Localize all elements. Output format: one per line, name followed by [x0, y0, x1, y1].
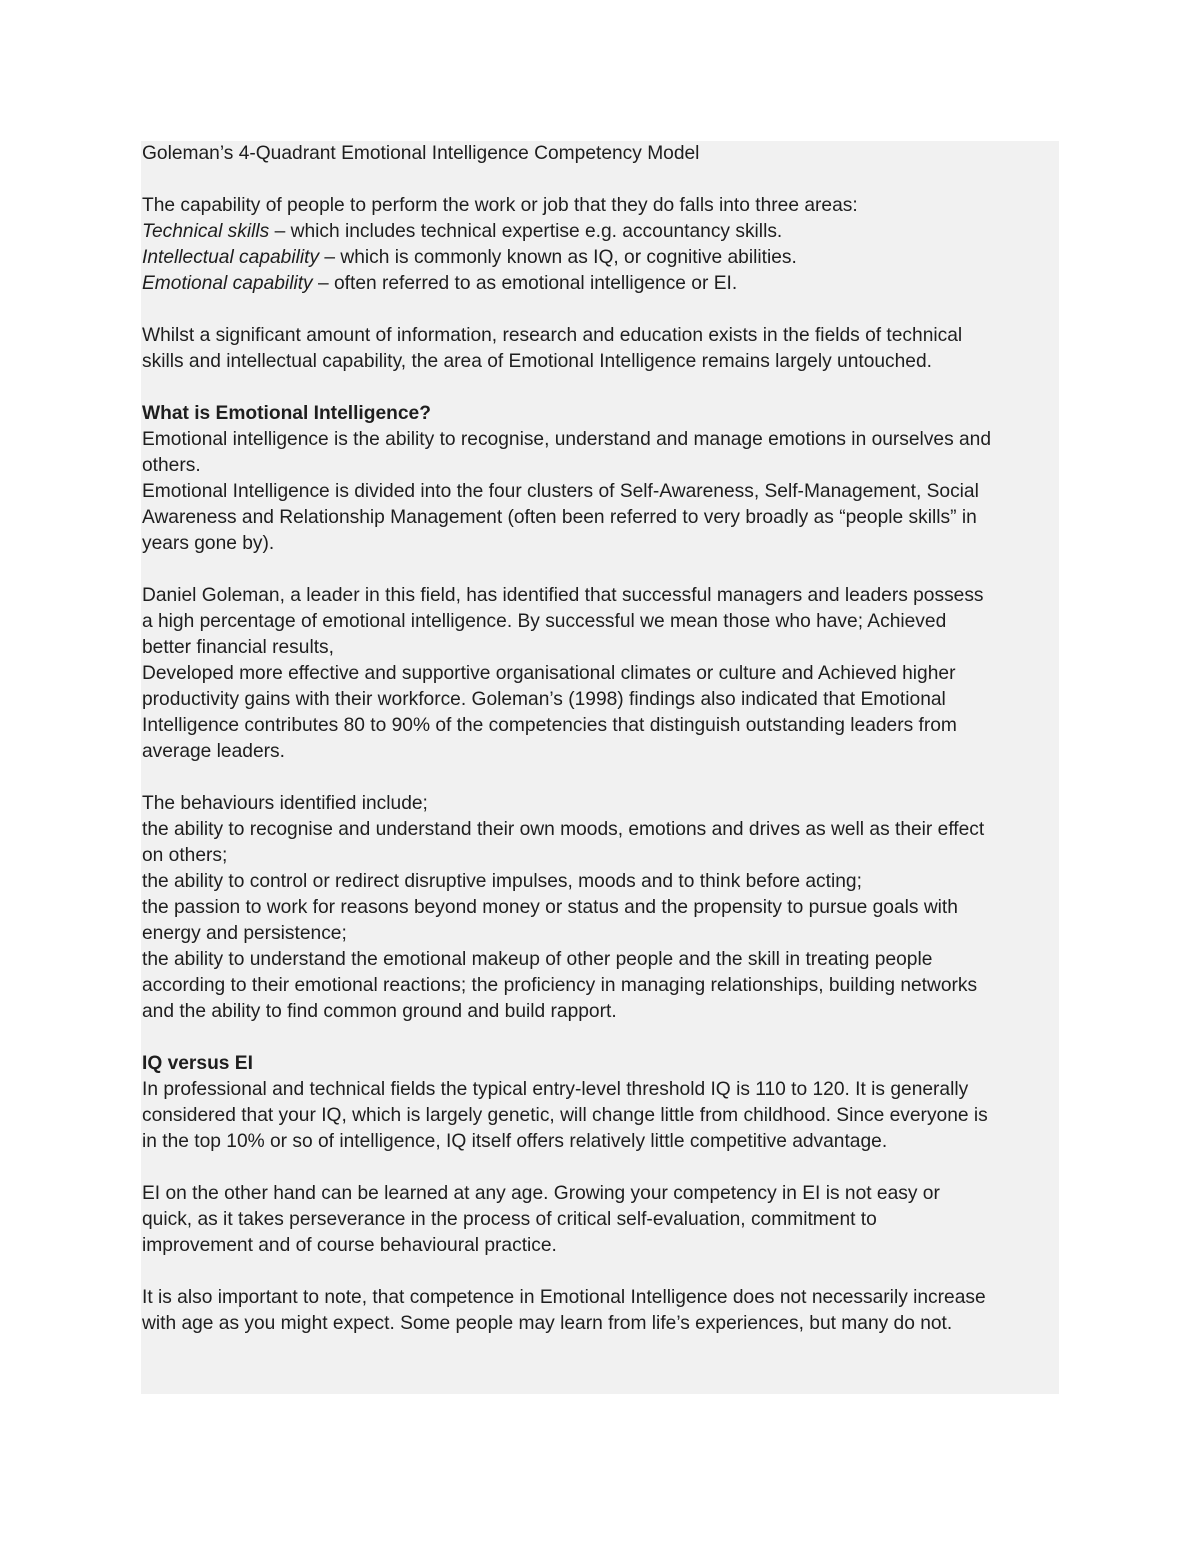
behaviours-line: and the ability to find common ground and build rapport.: [142, 1001, 617, 1022]
whilst-paragraph-line: Whilst a significant amount of information, research and education exists in the fields of technical: [142, 325, 963, 346]
paragraph-gap: [142, 297, 1062, 323]
goleman-paragraph-line: better financial results,: [142, 637, 334, 658]
iq-versus-ei-line: considered that your IQ, which is largely genetic, will change little from childhood. Since everyone is: [142, 1105, 988, 1126]
paragraph-gap: [142, 1259, 1062, 1285]
what-is-ei-line: years gone by).: [142, 533, 275, 554]
area-term: Emotional capability: [142, 273, 313, 294]
area-description: – which includes technical expertise e.g. accountancy skills.: [269, 221, 783, 242]
paragraph-gap: [142, 375, 1062, 401]
what-is-ei-heading: What is Emotional Intelligence?: [142, 403, 431, 424]
intro-lead: The capability of people to perform the work or job that they do falls into three areas:: [142, 195, 858, 216]
iq-versus-ei-heading: IQ versus EI: [142, 1053, 253, 1074]
important-note-line: with age as you might expect. Some people may learn from life’s experiences, but many do not.: [142, 1313, 953, 1334]
important-note-line: It is also important to note, that competence in Emotional Intelligence does not necessarily increase: [142, 1287, 986, 1308]
paragraph-gap: [142, 1155, 1062, 1181]
what-is-ei-line: Emotional Intelligence is divided into the four clusters of Self-Awareness, Self-Management, Social: [142, 481, 979, 502]
area-technical-skills: [142, 219, 1062, 245]
area-description: – often referred to as emotional intelligence or EI.: [312, 273, 738, 294]
goleman-paragraph-line: Daniel Goleman, a leader in this field, has identified that successful managers and leaders possess: [142, 585, 984, 606]
behaviours-line: the passion to work for reasons beyond money or status and the propensity to pursue goals with: [142, 897, 958, 918]
goleman-paragraph-line: average leaders.: [142, 741, 285, 762]
whilst-paragraph-line: skills and intellectual capability, the area of Emotional Intelligence remains largely untouched.: [142, 351, 932, 372]
behaviours-line: The behaviours identified include;: [142, 793, 428, 814]
what-is-ei-line: others.: [142, 455, 201, 476]
area-term: Technical skills: [142, 221, 270, 242]
paragraph-gap: [142, 765, 1062, 791]
paragraph-gap: [142, 557, 1062, 583]
goleman-paragraph-line: Developed more effective and supportive organisational climates or culture and Achieved higher: [142, 663, 956, 684]
area-intellectual-capability: [142, 245, 1062, 271]
paragraph-gap: [142, 167, 1062, 193]
document-title: Goleman’s 4-Quadrant Emotional Intelligence Competency Model: [142, 143, 700, 164]
document-body: [142, 141, 1062, 1337]
area-emotional-capability: [142, 271, 1062, 297]
behaviours-line: the ability to control or redirect disruptive impulses, moods and to think before acting;: [142, 871, 862, 892]
what-is-ei-line: Emotional intelligence is the ability to recognise, understand and manage emotions in ourselves and: [142, 429, 992, 450]
iq-versus-ei-line: in the top 10% or so of intelligence, IQ itself offers relatively little competitive advantage.: [142, 1131, 888, 1152]
iq-versus-ei-line: In professional and technical fields the typical entry-level threshold IQ is 110 to 120. It is generally: [142, 1079, 969, 1100]
goleman-paragraph-line: Intelligence contributes 80 to 90% of the competencies that distinguish outstanding leaders from: [142, 715, 957, 736]
goleman-paragraph-line: a high percentage of emotional intelligence. By successful we mean those who have; Achieved: [142, 611, 947, 632]
area-term: Intellectual capability: [142, 247, 320, 268]
behaviours-line: the ability to understand the emotional makeup of other people and the skill in treating people: [142, 949, 933, 970]
ei-learned-line: quick, as it takes perseverance in the process of critical self-evaluation, commitment to: [142, 1209, 877, 1230]
ei-learned-line: improvement and of course behavioural practice.: [142, 1235, 557, 1256]
area-description: – which is commonly known as IQ, or cognitive abilities.: [319, 247, 797, 268]
ei-learned-line: EI on the other hand can be learned at any age. Growing your competency in EI is not easy or: [142, 1183, 940, 1204]
behaviours-line: according to their emotional reactions; the proficiency in managing relationships, building networks: [142, 975, 978, 996]
paragraph-gap: [142, 1025, 1062, 1051]
what-is-ei-line: Awareness and Relationship Management (often been referred to very broadly as “people skills” in: [142, 507, 977, 528]
behaviours-line: the ability to recognise and understand their own moods, emotions and drives as well as their effect: [142, 819, 985, 840]
behaviours-line: on others;: [142, 845, 228, 866]
goleman-paragraph-line: productivity gains with their workforce. Goleman’s (1998) findings also indicated that Emotional: [142, 689, 946, 710]
behaviours-line: energy and persistence;: [142, 923, 347, 944]
